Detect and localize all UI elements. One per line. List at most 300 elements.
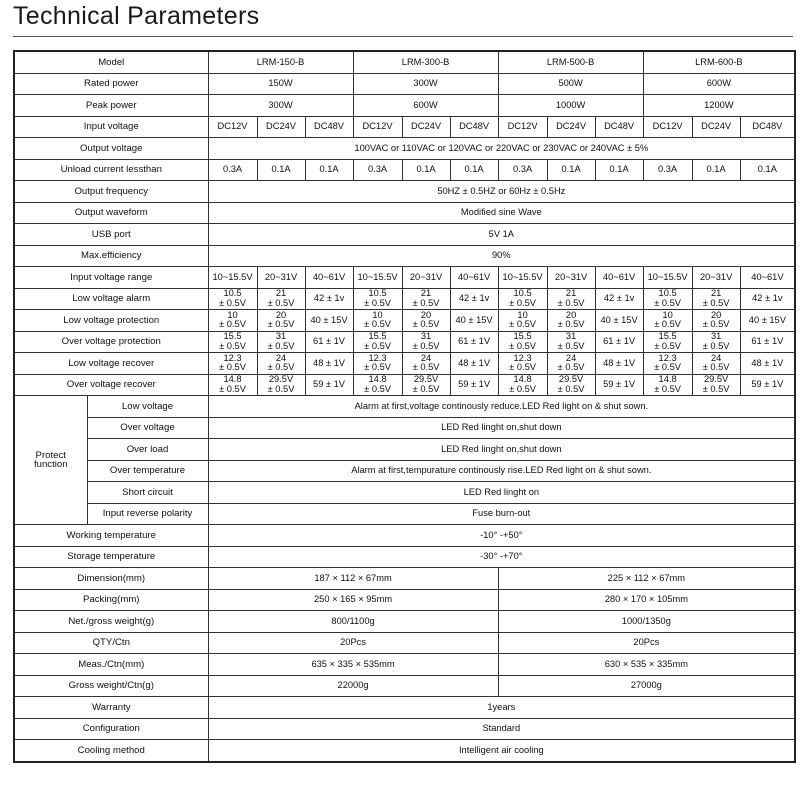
value-line: 21 [565,288,577,299]
value-line: ± 0.5V [267,297,295,308]
value-cell [257,353,305,375]
page-title: Technical Parameters [13,2,260,30]
value-line: 10 [517,309,528,320]
value-line: 12.3 [513,352,532,363]
row-label: USB port [14,224,208,246]
row-label: Over voltage recover [14,374,208,396]
value-line: 42 ± 1v [458,293,490,303]
row-label: Max.efficiency [14,245,208,267]
value-cell: Modified sine Wave [208,202,795,224]
value-line: ± 0.5V [364,362,391,373]
value-cell [498,331,547,353]
row-low-voltage-recover [14,353,795,375]
value-cell: DC24V [257,116,305,138]
protect-item-label: Over load [87,439,208,461]
value-line: ± 0.5V [412,340,440,351]
value-cell: 0.1A [450,159,498,181]
value-line: 14.8 [368,374,387,385]
value-line: 48 ± 1V [603,357,636,368]
value-cell: 250 × 165 × 95mm [208,589,498,611]
row-label: Input voltage [14,116,208,138]
value-line: 24 [565,352,577,363]
value-line: 14.8 [223,374,242,385]
value-line: 20 [565,309,577,320]
value-cell: 20~31V [402,267,450,289]
value-cell: 300W [208,95,353,117]
protect-item-value: Alarm at first,voltage continously reduce.LED Red light on & shut sown. [208,396,795,418]
value-cell: 40~61V [740,267,795,289]
row-label: QTY/Ctn [14,632,208,654]
value-cell [450,374,498,396]
value-cell [740,331,795,353]
row-label: Low voltage recover [14,353,208,375]
value-line: 12.3 [368,352,387,363]
value-cell [595,374,643,396]
value-cell: 20~31V [692,267,740,289]
value-line: 20 [275,309,287,320]
value-cell [402,353,450,375]
row-net-gross-weight [14,611,795,633]
title-divider [13,36,793,37]
row-label: Gross weight/Ctn(g) [14,675,208,697]
value-line: 10 [662,309,673,320]
value-line: 29.5V [413,374,439,385]
model-name: LRM-500-B [498,51,643,73]
value-cell: DC48V [595,116,643,138]
spec-table [13,50,796,763]
value-line: 31 [420,331,432,342]
value-cell: DC12V [353,116,402,138]
value-cell [305,288,353,310]
row-label: Working temperature [14,525,208,547]
value-cell [305,310,353,332]
value-line: ± 0.5V [654,340,682,351]
value-cell: 20~31V [257,267,305,289]
row-gross-weight-ctn [14,675,795,697]
protect-item-value: LED Red linght on,shut down [208,417,795,439]
value-cell: 40~61V [305,267,353,289]
protect-item-label: Low voltage [87,396,208,418]
value-cell [740,288,795,310]
value-cell: 1years [208,697,795,719]
value-cell [353,331,402,353]
row-meas-ctn [14,654,795,676]
model-name: LRM-150-B [208,51,353,73]
value-line: 10.5 [223,288,242,299]
value-line: ± 0.5V [219,297,246,308]
value-cell [547,331,595,353]
row-label: Meas./Ctn(mm) [14,654,208,676]
row-packing [14,589,795,611]
value-cell: 225 × 112 × 67mm [498,568,795,590]
value-cell: 1000W [498,95,643,117]
value-cell: 0.1A [740,159,795,181]
value-cell: 1200W [643,95,795,117]
value-line: 59 ± 1V [603,379,636,389]
value-line: 24 [420,352,432,363]
value-cell: 10~15.5V [208,267,257,289]
value-line: ± 0.5V [412,297,440,308]
value-cell [257,374,305,396]
value-cell [547,310,595,332]
value-line: ± 0.5V [557,297,585,308]
value-cell [450,310,498,332]
protect-function-label [14,396,87,525]
row-label: Model [14,51,208,73]
value-line: ± 0.5V [509,383,536,394]
value-line: ± 0.5V [412,362,440,373]
row-label: Net./gross weight(g) [14,611,208,633]
value-line: ± 0.5V [509,297,536,308]
model-name: LRM-300-B [353,51,498,73]
value-line: 61 ± 1V [458,336,491,346]
value-line: 42 ± 1v [313,293,345,303]
value-line: 61 ± 1V [751,336,784,346]
value-cell: 22000g [208,675,498,697]
value-cell [208,353,257,375]
value-cell [450,288,498,310]
protect-item-value: LED Red linght on,shut down [208,439,795,461]
value-line: 40 ± 15V [310,314,348,325]
value-cell [643,374,692,396]
value-line: 14.8 [513,374,532,385]
row-peak-power [14,95,795,117]
row-max-efficiency [14,245,795,267]
value-cell: 0.1A [547,159,595,181]
value-line: ± 0.5V [219,340,246,351]
row-protect-2 [14,439,795,461]
row-warranty [14,697,795,719]
value-cell: 0.1A [305,159,353,181]
row-label: Low voltage protection [14,310,208,332]
value-cell: 0.3A [208,159,257,181]
row-protect-4 [14,482,795,504]
value-cell: DC24V [547,116,595,138]
value-cell [402,310,450,332]
value-line: 20 [710,309,722,320]
value-cell [402,288,450,310]
value-cell [305,353,353,375]
row-output-voltage [14,138,795,160]
value-line: ± 0.5V [702,297,730,308]
value-line: 48 ± 1V [458,357,491,368]
value-cell: Intelligent air cooling [208,740,795,762]
protect-label-line: function [33,459,68,470]
value-cell: 0.3A [353,159,402,181]
row-low-voltage-alarm [14,288,795,310]
row-cooling-method [14,740,795,762]
row-label: Over voltage protection [14,331,208,353]
row-output-frequency [14,181,795,203]
row-label: Storage temperature [14,546,208,568]
value-line: 10 [372,309,383,320]
value-line: 31 [710,331,722,342]
row-model [14,51,795,73]
value-cell [692,288,740,310]
value-cell: DC48V [450,116,498,138]
value-line: ± 0.5V [557,319,585,330]
value-line: 40 ± 15V [748,314,786,325]
value-line: 61 ± 1V [603,336,636,346]
value-line: ± 0.5V [509,362,536,373]
value-cell: 0.1A [402,159,450,181]
value-line: 15.5 [223,331,242,342]
value-cell: DC12V [498,116,547,138]
value-cell [353,353,402,375]
value-cell [353,288,402,310]
value-line: ± 0.5V [219,362,246,373]
row-protect-1 [14,417,795,439]
value-line: 20 [420,309,432,320]
model-name: LRM-600-B [643,51,795,73]
value-cell: 0.3A [643,159,692,181]
value-cell: 100VAC or 110VAC or 120VAC or 220VAC or 230VAC or 240VAC ± 5% [208,138,795,160]
value-line: ± 0.5V [702,362,730,373]
value-cell: 40~61V [595,267,643,289]
protect-item-label: Short circuit [87,482,208,504]
value-cell [450,353,498,375]
value-line: 29.5V [703,374,729,385]
value-cell: -30° -+70° [208,546,795,568]
value-cell [595,288,643,310]
value-line: 12.3 [658,352,677,363]
value-cell: DC24V [402,116,450,138]
value-line: ± 0.5V [364,340,391,351]
value-cell: 20Pcs [498,632,795,654]
row-over-voltage-protection [14,331,795,353]
value-line: ± 0.5V [219,319,246,330]
value-cell: 300W [353,73,498,95]
value-cell: DC12V [643,116,692,138]
value-cell: DC24V [692,116,740,138]
value-line: ± 0.5V [267,340,295,351]
value-cell [208,331,257,353]
value-line: 15.5 [658,331,677,342]
value-cell [643,288,692,310]
value-cell: 50HZ ± 0.5HZ or 60Hz ± 0.5Hz [208,181,795,203]
value-line: 59 ± 1V [458,379,491,389]
value-line: 59 ± 1V [751,379,784,389]
row-unload-current [14,159,795,181]
value-cell [353,310,402,332]
protect-item-label: Over voltage [87,417,208,439]
protect-item-label: Input reverse polarity [87,503,208,525]
value-line: ± 0.5V [557,362,585,373]
value-line: 40 ± 15V [455,314,493,325]
value-cell [257,331,305,353]
value-cell: 0.1A [595,159,643,181]
value-line: 29.5V [558,374,584,385]
value-line: ± 0.5V [702,340,730,351]
row-protect-0 [14,396,795,418]
row-input-voltage [14,116,795,138]
value-line: ± 0.5V [267,319,295,330]
row-label: Peak power [14,95,208,117]
row-storage-temperature [14,546,795,568]
protect-item-value: LED Red linght on [208,482,795,504]
value-cell [740,353,795,375]
row-label: Packing(mm) [14,589,208,611]
value-cell: 90% [208,245,795,267]
value-cell: 10~15.5V [353,267,402,289]
value-cell [498,310,547,332]
value-cell: -10° -+50° [208,525,795,547]
value-line: ± 0.5V [267,362,295,373]
value-cell: 0.1A [257,159,305,181]
value-line: 21 [710,288,722,299]
value-line: 42 ± 1v [603,293,635,303]
row-usb-port [14,224,795,246]
value-cell [595,331,643,353]
value-cell [498,353,547,375]
value-line: 48 ± 1V [313,357,346,368]
value-cell: DC12V [208,116,257,138]
value-cell: 600W [643,73,795,95]
protect-item-label: Over temperature [87,460,208,482]
value-line: ± 0.5V [654,297,682,308]
value-cell: 630 × 535 × 335mm [498,654,795,676]
value-cell: 10~15.5V [498,267,547,289]
value-cell [595,353,643,375]
row-label: Configuration [14,718,208,740]
value-line: 31 [565,331,577,342]
row-label: Low voltage alarm [14,288,208,310]
row-over-voltage-recover [14,374,795,396]
value-cell: 5V 1A [208,224,795,246]
row-label: Warranty [14,697,208,719]
value-line: ± 0.5V [654,383,682,394]
row-label: Cooling method [14,740,208,762]
value-cell [547,374,595,396]
value-line: 24 [275,352,287,363]
row-label: Input voltage range [14,267,208,289]
value-cell [692,331,740,353]
row-protect-5 [14,503,795,525]
value-line: ± 0.5V [557,340,585,351]
value-cell [208,374,257,396]
row-dimension [14,568,795,590]
value-line: 10.5 [368,288,387,299]
value-cell: 1000/1350g [498,611,795,633]
value-line: ± 0.5V [509,340,536,351]
value-line: 48 ± 1V [751,357,784,368]
value-cell [643,353,692,375]
row-input-voltage-range [14,267,795,289]
row-qty-ctn [14,632,795,654]
row-label: Unload current lessthan [14,159,208,181]
value-line: ± 0.5V [267,383,295,394]
row-working-temperature [14,525,795,547]
row-protect-3 [14,460,795,482]
value-cell [740,310,795,332]
row-rated-power [14,73,795,95]
value-cell [547,353,595,375]
value-cell [402,331,450,353]
value-line: 59 ± 1V [313,379,346,389]
value-cell: 40~61V [450,267,498,289]
value-cell: 800/1100g [208,611,498,633]
value-cell: Standard [208,718,795,740]
value-cell: 500W [498,73,643,95]
value-line: 10.5 [658,288,677,299]
row-low-voltage-protection [14,310,795,332]
value-cell: DC48V [740,116,795,138]
value-cell: DC48V [305,116,353,138]
value-line: 21 [420,288,432,299]
value-cell: 150W [208,73,353,95]
value-line: ± 0.5V [412,383,440,394]
value-line: ± 0.5V [654,362,682,373]
value-cell [402,374,450,396]
value-line: 14.8 [658,374,677,385]
value-cell [257,310,305,332]
value-cell: 20Pcs [208,632,498,654]
value-cell [692,353,740,375]
value-line: 15.5 [513,331,532,342]
value-line: 12.3 [223,352,242,363]
value-cell: 20~31V [547,267,595,289]
value-cell [740,374,795,396]
value-cell [692,310,740,332]
value-line: 61 ± 1V [313,336,346,346]
value-line: 42 ± 1v [752,293,783,303]
value-cell [305,374,353,396]
value-line: ± 0.5V [412,319,440,330]
value-cell [208,288,257,310]
value-cell [643,331,692,353]
value-line: ± 0.5V [702,383,730,394]
value-cell [643,310,692,332]
value-line: ± 0.5V [219,383,246,394]
value-cell: 10~15.5V [643,267,692,289]
row-configuration [14,718,795,740]
value-line: 40 ± 15V [600,314,638,325]
value-line: 31 [275,331,287,342]
value-cell: 0.1A [692,159,740,181]
value-line: 15.5 [368,331,387,342]
value-cell [692,374,740,396]
value-cell [498,374,547,396]
value-cell [498,288,547,310]
row-label: Output voltage [14,138,208,160]
value-cell [305,331,353,353]
value-cell: 600W [353,95,498,117]
value-cell [353,374,402,396]
value-line: ± 0.5V [557,383,585,394]
row-label: Output frequency [14,181,208,203]
row-label: Dimension(mm) [14,568,208,590]
value-cell: 280 × 170 × 105mm [498,589,795,611]
value-line: 29.5V [268,374,294,385]
protect-item-value: Alarm at first,tempurature continously rise.LED Red light on & shut sown. [208,460,795,482]
value-cell [257,288,305,310]
row-output-waveform [14,202,795,224]
value-cell: 0.3A [498,159,547,181]
value-cell [547,288,595,310]
value-line: ± 0.5V [654,319,682,330]
protect-label-line: Protect [35,449,66,461]
value-line: 24 [710,352,722,363]
protect-item-value: Fuse burn-out [208,503,795,525]
value-line: ± 0.5V [364,297,391,308]
value-cell [450,331,498,353]
row-label: Output waveform [14,202,208,224]
value-line: 21 [275,288,287,299]
value-cell: 635 × 335 × 535mm [208,654,498,676]
value-line: 10 [227,309,238,320]
value-cell [595,310,643,332]
value-line: ± 0.5V [364,319,391,330]
